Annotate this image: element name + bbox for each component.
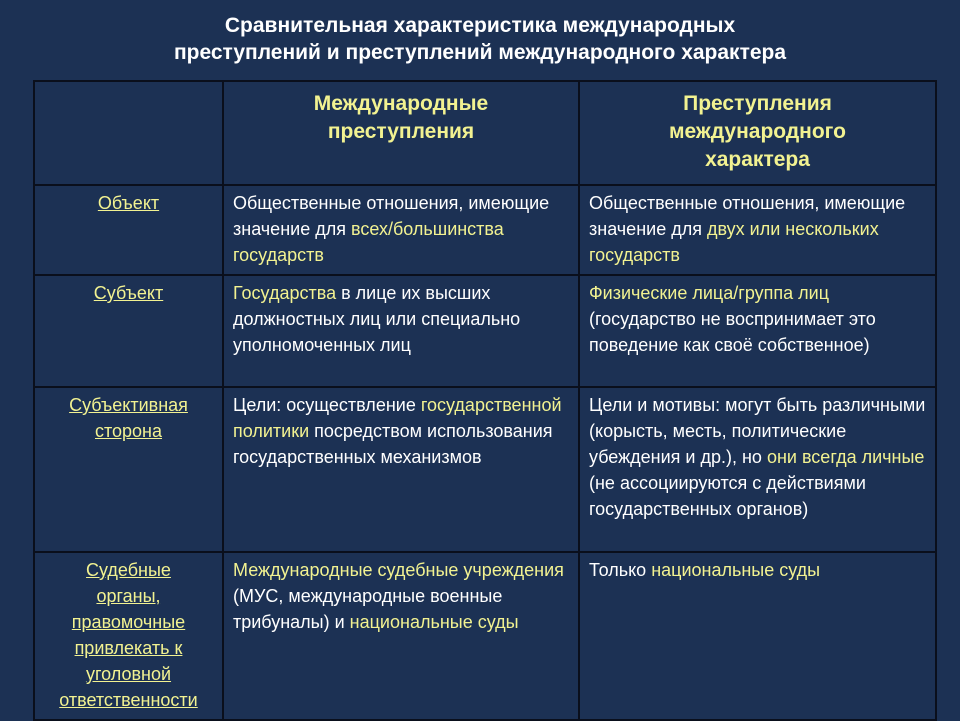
row-label-link[interactable]: Субъект bbox=[93, 283, 164, 303]
row-label-link[interactable]: Судебные bbox=[86, 560, 171, 580]
table-row-object bbox=[34, 185, 936, 275]
header-line: характера bbox=[705, 148, 810, 171]
slide-title bbox=[0, 12, 960, 66]
cell-highlight: национальные суды bbox=[651, 560, 821, 580]
cell-highlight: государственной политики bbox=[233, 395, 562, 441]
row-label-link[interactable]: правомочные bbox=[71, 612, 186, 632]
table-row-subjective-side bbox=[34, 387, 936, 552]
cell-highlight: двух или нескольких государств bbox=[589, 219, 879, 265]
row-label-link[interactable]: привлекать к bbox=[74, 638, 183, 658]
cell-text: (не ассоциируются с действиями государственных органов) bbox=[589, 473, 866, 519]
row-label-cell[interactable] bbox=[34, 275, 223, 387]
table-cell bbox=[579, 185, 936, 275]
cell-text: Общественные отношения, имеющие значение для bbox=[589, 193, 906, 239]
cell-text: в лице их высших должностных лиц или специально уполномоченных лиц bbox=[233, 283, 521, 355]
row-label-link[interactable]: Субъективная bbox=[69, 395, 188, 415]
table-header-row bbox=[34, 81, 936, 185]
cell-text: Общественные отношения, имеющие значение для bbox=[233, 193, 550, 239]
row-label-cell[interactable] bbox=[34, 552, 223, 720]
cell-text: Только bbox=[589, 560, 652, 580]
header-line: преступления bbox=[327, 120, 475, 143]
header-line: Преступления bbox=[683, 92, 832, 115]
row-label-cell[interactable] bbox=[34, 387, 223, 552]
row-label-link[interactable]: уголовной bbox=[85, 664, 172, 684]
slide-title-line-2: преступлений и преступлений международного характера bbox=[173, 41, 787, 64]
header-line: международного bbox=[669, 120, 846, 143]
table-cell bbox=[579, 275, 936, 387]
header-line: Международные bbox=[313, 92, 489, 115]
table-cell bbox=[223, 387, 579, 552]
table-cell bbox=[223, 185, 579, 275]
slide-title-line-1: Сравнительная характеристика международных bbox=[224, 14, 736, 37]
cell-highlight: национальные суды bbox=[349, 612, 519, 632]
row-label-link[interactable]: ответственности bbox=[59, 690, 198, 710]
table-cell bbox=[223, 275, 579, 387]
header-cell-crimes-of-international-character bbox=[579, 81, 936, 185]
row-label-cell[interactable] bbox=[34, 185, 223, 275]
cell-highlight: они всегда личные bbox=[766, 447, 925, 467]
row-label-link[interactable]: сторона bbox=[94, 421, 163, 441]
table-cell bbox=[579, 387, 936, 552]
cell-highlight: Международные судебные учреждения bbox=[233, 560, 564, 580]
cell-text: (государство не воспринимает это поведение как своё собственное) bbox=[589, 309, 876, 355]
cell-text: (МУС, международные военные трибуналы) и bbox=[233, 586, 503, 632]
table-row-subject bbox=[34, 275, 936, 387]
row-label-link[interactable]: органы, bbox=[96, 586, 161, 606]
header-cell-international-crimes bbox=[223, 81, 579, 185]
cell-text: Цели и мотивы: могут быть различными (корысть, месть, политические убеждения и др.), но bbox=[589, 395, 926, 467]
table-cell bbox=[223, 552, 579, 720]
table-cell bbox=[579, 552, 936, 720]
table-row-judicial-bodies bbox=[34, 552, 936, 720]
cell-highlight: Государства bbox=[233, 283, 337, 303]
header-cell-empty bbox=[34, 81, 223, 185]
comparison-table bbox=[33, 80, 937, 721]
cell-text: посредством использования государственных механизмов bbox=[233, 421, 553, 467]
row-label-link[interactable]: Объект bbox=[97, 193, 160, 213]
cell-highlight: всех/большинства государств bbox=[233, 219, 504, 265]
cell-text: Цели: осуществление bbox=[233, 395, 421, 415]
cell-highlight: Физические лица/группа лиц bbox=[589, 283, 830, 303]
